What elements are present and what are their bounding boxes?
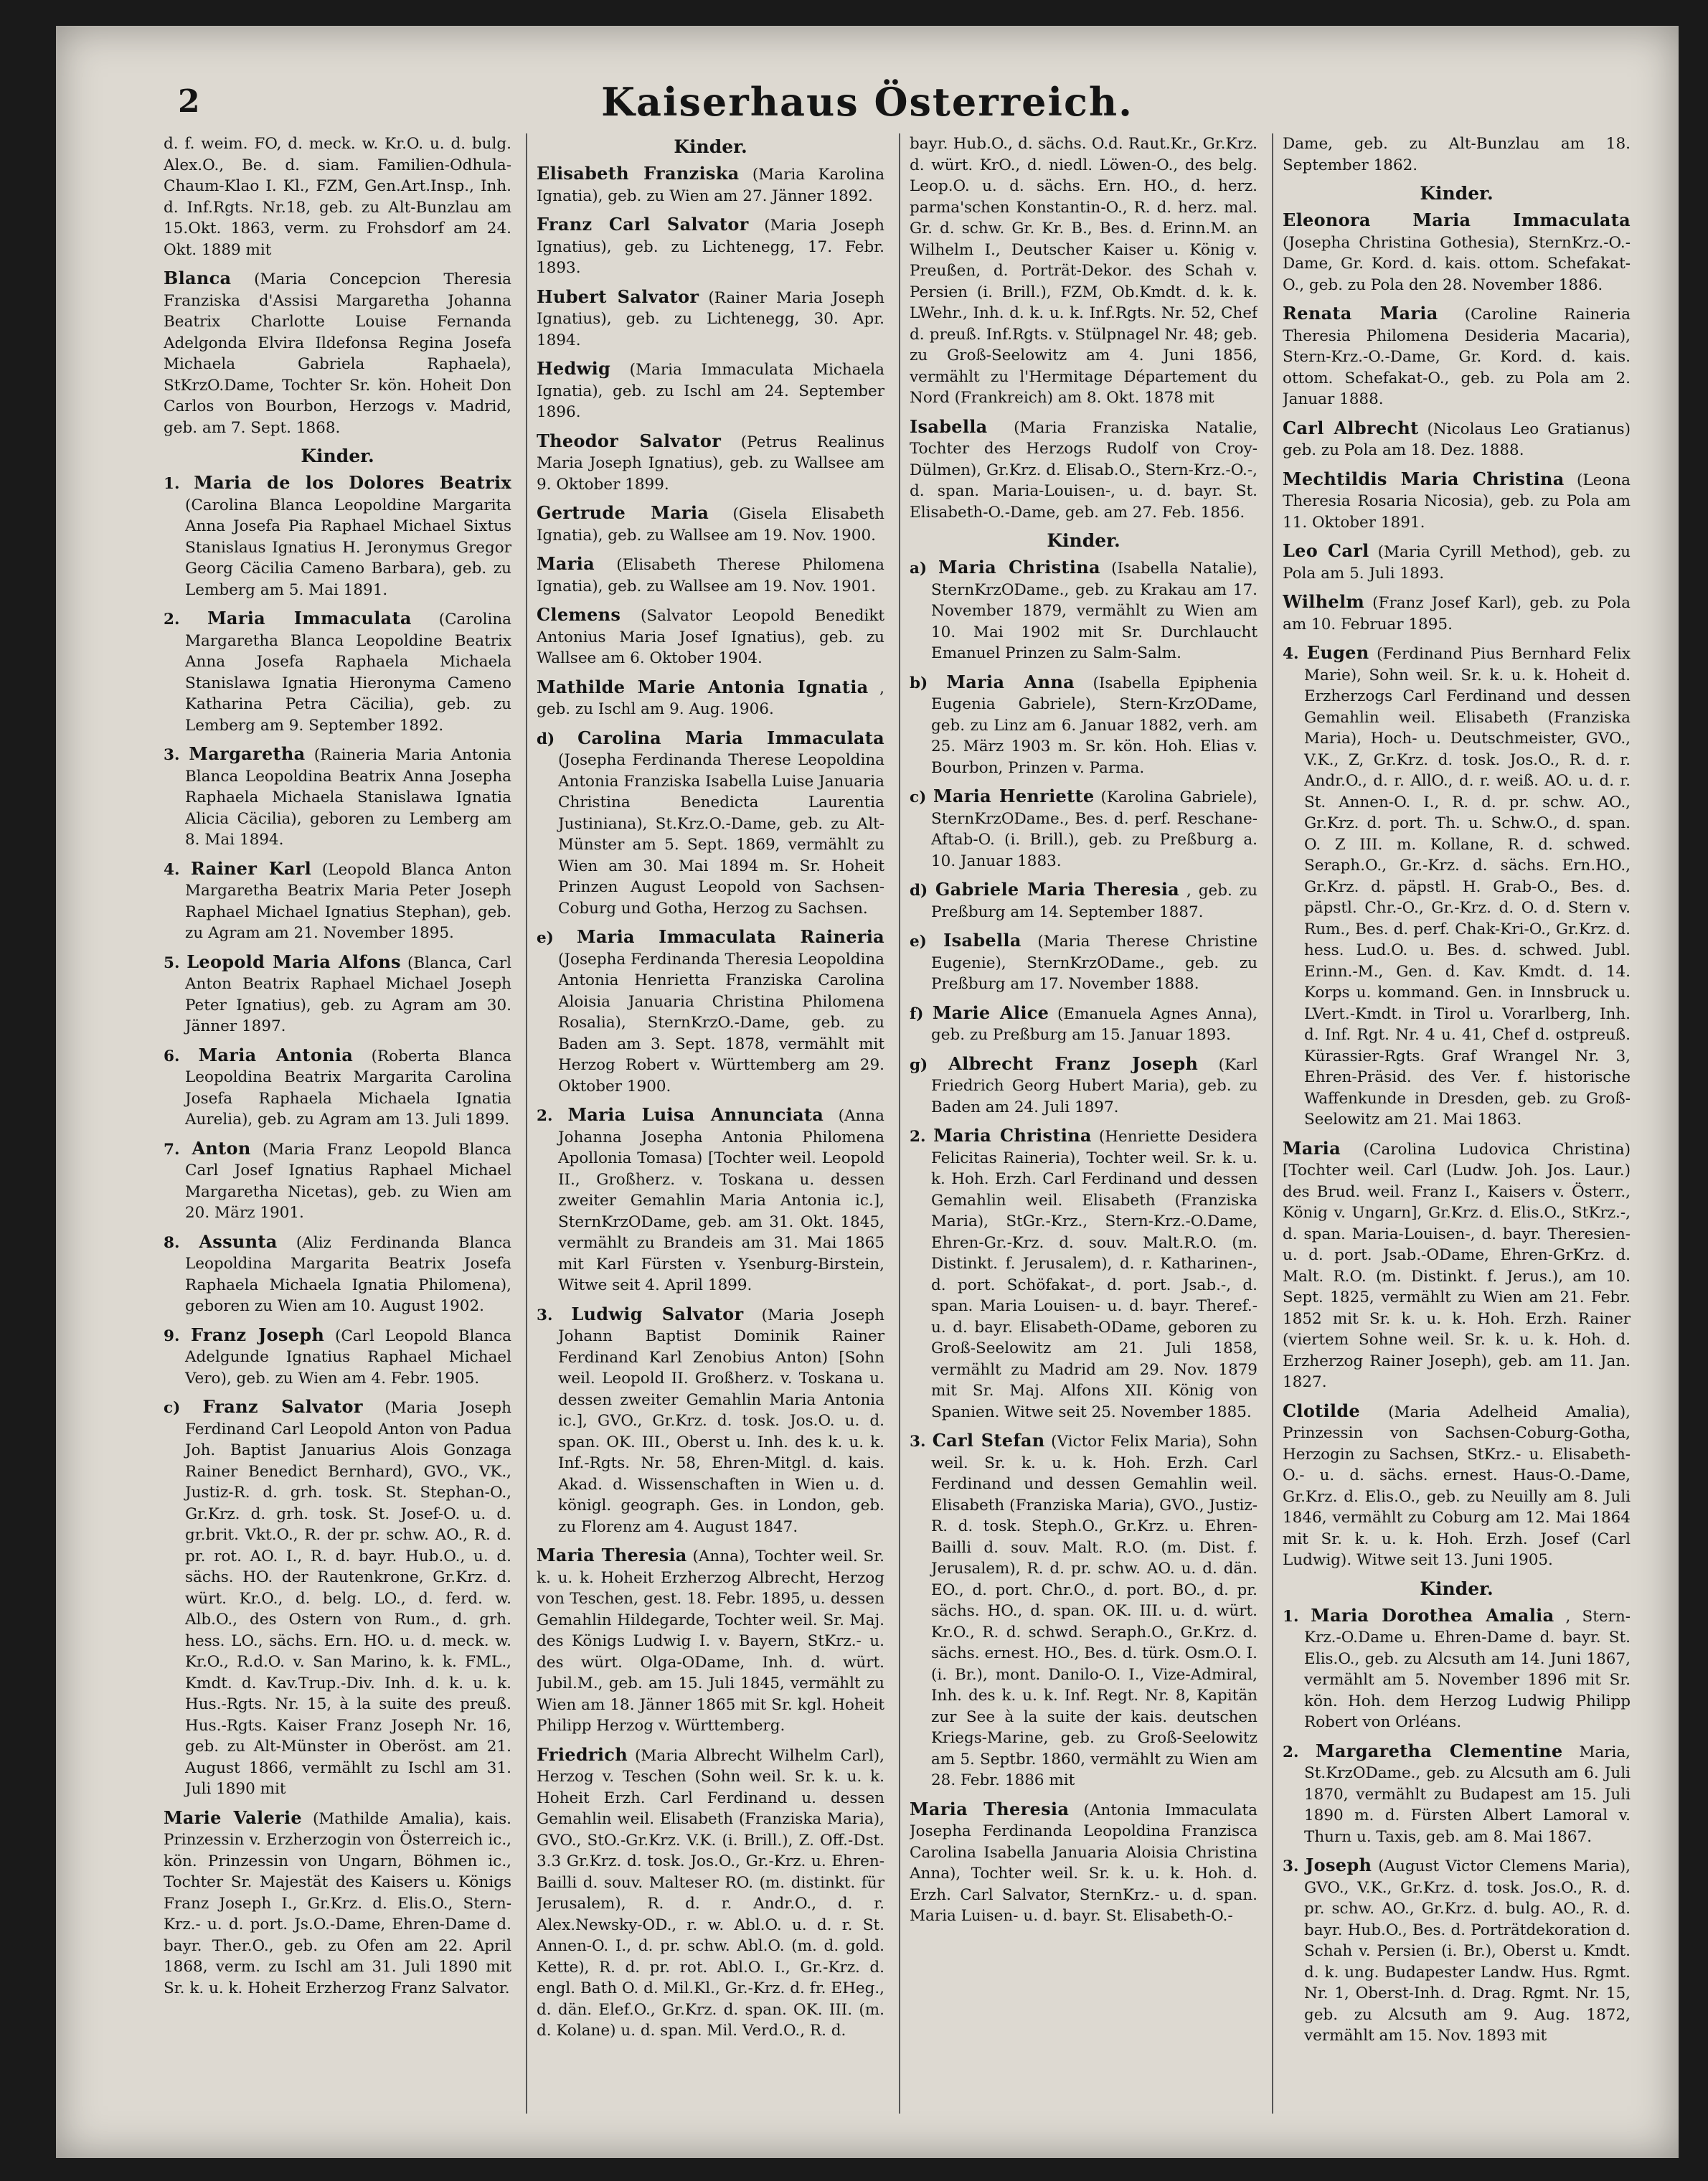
- entry-text: (Josepha Ferdinanda Therese Leopoldina Antonia Franziska Isabella Luise Januaria Christina Benedicta Laurentia Justiniana), St.Krz.O.-Dame, geb. zu Alt-Münster am 5. Sept. 1869, vermählt zu Wien am 30. Mai 1894 m. Sr. Hoheit Prinzen August Leopold von Sachsen-Coburg und Gotha, Herzog zu Sachsen.: [558, 751, 884, 918]
- column-3: [910, 133, 1258, 2128]
- genealogy-entry: [164, 1324, 511, 1390]
- entry-text: (Caroline Raineria Theresia Philomena Desideria Macaria), Stern-Krz.-O.-Dame, Gr. Kord. d. kais. ottom. Schefakat-O., geb. zu Pola am 2. Januar 1888.: [1283, 306, 1631, 408]
- entry-text: (Franz Josef Karl), geb. zu Pola am 10. Februar 1895.: [1283, 594, 1631, 633]
- person-name: Isabella: [943, 930, 1022, 951]
- page-header: [56, 55, 1679, 125]
- person-name: Rainer Karl: [190, 857, 312, 879]
- entry-text: (Gisela Elisabeth Ignatia), geb. zu Wallsee am 19. Nov. 1900.: [537, 505, 884, 545]
- entry-number: a): [910, 560, 939, 578]
- entry-number: d): [537, 730, 578, 748]
- entry-text: (Blanca, Carl Anton Beatrix Raphael Michael Joseph Peter Ignatius), geb. zu Agram am 30. Jänner 1897.: [185, 953, 511, 1035]
- genealogy-entry: [537, 1545, 884, 1737]
- entry-text: (Anna Johanna Josepha Antonia Philomena Apollonia Tomasa) [Tochter weil. Leopold II., Großherz. v. Toskana u. dessen zweiter Gemahlin Maria Antonia ic.], SternKrzODame, geb. am 31. Okt. 1845, vermählt zu Brandeis am 31. Mai 1865 mit Karl Fürsten v. Ysenburg-Birstein, Witwe seit 4. April 1899.: [558, 1107, 884, 1294]
- person-name: Maria Theresia: [910, 1798, 1070, 1819]
- person-name: Carolina Maria Immaculata: [577, 727, 884, 748]
- genealogy-entry: [164, 472, 511, 600]
- entry-text: (Leopold Blanca Anton Margaretha Beatrix Maria Peter Joseph Raphael Michael Ignatius Stephan), geb. zu Agram am 21. November 1895.: [185, 860, 511, 942]
- genealogy-entry: [1283, 468, 1631, 534]
- entry-text: (Mathilde Amalia), kais. Prinzessin v. Erzherzogin von Österreich ic., kön. Prinzessin von Ungarn, Böhmen ic., Tochter Sr. Majestät des Kaisers u. Königs Franz Joseph I., Gr.Krz. d. Elis.O., Stern-Krz.- u. d. port. Js.O.-Dame, Ehren-Dame d. bayr. Ther.O., geb. zu Ofen am 22. April 1868, verm. zu Ischl am 31. Juli 1890 mit Sr. k. u. k. Hoheit Erzherzog Franz Salvator.: [164, 1809, 511, 1997]
- document-page: [56, 26, 1679, 2158]
- genealogy-entry: [1283, 209, 1631, 296]
- person-name: Marie Valerie: [164, 1806, 302, 1828]
- column-rule: [1272, 133, 1273, 2114]
- running-head: Kaiserhaus Österreich.: [601, 79, 1133, 125]
- genealogy-entry: [537, 430, 884, 496]
- section-heading-kinder: Kinder.: [1047, 530, 1120, 551]
- column-2: [537, 133, 884, 2128]
- entry-number: d): [910, 882, 935, 900]
- genealogy-entry: [164, 268, 511, 438]
- entry-number: e): [910, 933, 944, 951]
- entry-text: (Carolina Ludovica Christina) [Tochter weil. Carl (Ludw. Joh. Jos. Laur.) des Brud. weil. Franz I., Kaisers v. Österr., König v. Ungarn], Gr.Krz. d. Elis.O., StKrz.-, d. span. Maria-Louisen-, d. bayr. Theresien- u. d. port. Jsab.-ODame, Ehren-GrKrz. d. Malt. R.O. (m. Distinkt. f. Jerus.), am 10. Sept. 1825, vermählt zu Wien am 21. Febr. 1852 mit Sr. k. u. k. Hoh. Erzh. Rainer (viertem Sohne weil. Sr. k. u. k. Hoh. d. Erzherzog Rainer Joseph), geb. am 11. Jan. 1827.: [1283, 1140, 1631, 1391]
- genealogy-entry: [910, 557, 1258, 664]
- entry-text: (August Victor Clemens Maria), GVO., V.K., Gr.Krz. d. tosk. Jos.O., R. d. pr. schw. AO., Gr.Krz. d. bulg. AO., R. d. bayr. Hub.O., Bes. d. Porträtdekoration d. Schah v. Persien (i. Br.), Oberst u. Kmdt. d. k. ung. Budapester Landw. Hus. Rgmt. Nr. 1, Oberst-Inh. d. Drag. Rgmt. Nr. 15, geb. zu Alcsuth am 9. Aug. 1872, vermählt am 15. Nov. 1893 mit: [1304, 1857, 1631, 2045]
- genealogy-entry: [164, 608, 511, 736]
- person-name: Blanca: [164, 268, 232, 288]
- genealogy-entry: [1283, 1740, 1631, 1848]
- genealogy-entry: [537, 553, 884, 597]
- entry-number: 2.: [1283, 1743, 1316, 1761]
- entry-text: (Carolina Blanca Leopoldine Margarita Anna Josefa Pia Raphael Michael Sixtus Stanislaus Ignatius H. Jeronymus Gregor Georg Cäcilia Cameno Barbara), geb. zu Lemberg am 5. Mai 1891.: [185, 496, 511, 599]
- genealogy-entry: [1283, 1400, 1631, 1571]
- entry-text: (Ferdinand Pius Bernhard Felix Marie), Sohn weil. Sr. k. u. k. Hoheit d. Erzherzogs Carl Ferdinand und dessen Gemahlin weil. Elisabeth (Franziska Maria), Hoch- u. Deutschmeister, GVO., V.K., Z, Gr.Krz. d. tosk. Jos.O., R. d. r. Andr.O., d. r. AllO., d. r. weiß. AO. u. d. r. St. Annen-O. I., R. d. pr. schw. AO., Gr.Krz. d. port. Th. u. Schw.O., d. span. O. Z III. m. Kollane, R. d. schwed. Seraph.O., Gr.-Krz. d. sächs. Ern.HO., Gr.Krz. d. päpstl. H. Grab-O., Bes. d. päpstl. Chr.-O., Gr.-Krz. d. O. d. Stern v. Rum., Bes. d. perf. Chak-Kri-O., Gr.Krz. d. hess. Lud.O. u. Bes. d. schwed. Jubl. Erinn.-M., Gen. d. Kav. Kmdt. d. 14. Korps u. kommand. Gen. in Innsbruck u. LVert.-Kmdt. in Tirol u. Vorarlberg, Inh. d. Inf. Rgt. Nr. 4 u. 41, Chef d. ostpreuß. Kürassier-Rgts. Graf Wrangel Nr. 3, Ehren-Präsid. des Ver. f. historische Waffenkunde in Dresden, geb. zu Groß-Seelowitz am 21. Mai 1863.: [1304, 645, 1631, 1129]
- column-rule: [526, 133, 527, 2114]
- entry-text: (Maria Albrecht Wilhelm Carl), Herzog v. Teschen (Sohn weil. Sr. k. u. k. Hoheit Erzh. Carl Ferdinand u. dessen Gemahlin weil. Elisabeth (Franziska Maria), GVO., StO.-Gr.Krz. V.K. (i. Brill.), Z. Off.-Dst. 3.3 Gr.Krz. d. tosk. Jos.O., Gr.-Krz. u. Ehren-Bailli d. souv. Malteser RO. (m. distinkt. für Jerusalem), R. d. r. Andr.O., d. r. Alex.Newsky-OD., r. w. Abl.O. u. d. r. St. Annen-O. I., d. pr. schw. Abl.O. (m. d. gold. Kette), R. d. pr. rot. Abl.O. I., Gr.-Krz. d. engl. Bath O. d. Mil.Kl., Gr.-Krz. d. fr. EHeg., d. dän. Elef.O., Gr.Krz. d. span. OK. III. (m. d. Kolane) u. d. span. Mil. Verd.O., R. d.: [537, 1746, 884, 2040]
- column-rule: [899, 133, 900, 2114]
- entry-number: c): [164, 1399, 203, 1417]
- entry-number: 2.: [910, 1128, 934, 1146]
- genealogy-entry: [537, 286, 884, 352]
- entry-number: 1.: [1283, 1607, 1311, 1626]
- entry-text: (Petrus Realinus Maria Joseph Ignatius), geb. zu Wallsee am 9. Oktober 1899.: [537, 433, 884, 494]
- genealogy-entry: [537, 214, 884, 279]
- entry-text: (Maria Concepcion Theresia Franziska d'Assisi Margaretha Johanna Beatrix Charlotte Louise Fernanda Adelgonda Elvira Ildefonsa Regina Josefa Michaela Gabriela Raphaela), StKrzO.Dame, Tochter Sr. kön. Hoheit Don Carlos von Bourbon, Herzogs v. Madrid, geb. am 7. Sept. 1868.: [164, 270, 511, 437]
- entry-text: (Karolina Gabriele), SternKrzODame., Bes. d. perf. Reschane-Aftab-O. (i. Brill.), geb. zu Preßburg a. 10. Januar 1883.: [931, 788, 1258, 870]
- entry-continuation: [1283, 133, 1631, 176]
- entry-number: 3.: [164, 746, 189, 764]
- entry-text: Dame, geb. zu Alt-Bunzlau am 18. September 1862.: [1283, 135, 1631, 174]
- person-name: Maria Immaculata Raineria: [576, 926, 884, 947]
- person-name: Maria Luisa Annunciata: [567, 1104, 824, 1125]
- person-name: Franz Salvator: [202, 1396, 363, 1417]
- person-name: Anton: [192, 1137, 251, 1159]
- section-heading-kinder: Kinder.: [301, 446, 374, 466]
- entry-number: 2.: [164, 611, 208, 628]
- person-name: Clotilde: [1283, 1400, 1360, 1421]
- entry-number: g): [910, 1055, 949, 1074]
- entry-number: 1.: [164, 475, 194, 493]
- person-name: Mathilde Marie Antonia Ignatia: [537, 676, 869, 697]
- person-name: Maria Christina: [938, 557, 1100, 578]
- entry-text: (Emanuela Agnes Anna), geb. zu Preßburg am 15. Januar 1893.: [931, 1004, 1258, 1044]
- genealogy-entry: [910, 1430, 1258, 1791]
- entry-number: 6.: [164, 1047, 199, 1065]
- entry-number: 7.: [164, 1140, 192, 1159]
- entry-text: (Isabella Epiphenia Eugenia Gabriele), Stern-KrzODame, geb. zu Linz am 6. Januar 1882, verh. am 25. März 1903 m. Sr. kön. Hoh. Elias v. Bourbon, Prinzen v. Parma.: [931, 674, 1258, 777]
- person-name: Mechtildis Maria Christina: [1283, 468, 1565, 489]
- genealogy-entry: [164, 858, 511, 944]
- entry-text: (Victor Felix Maria), Sohn weil. Sr. k. u. k. Hoh. Erzh. Carl Ferdinand und dessen Gemahlin weil. Elisabeth (Franziska Maria), GVO., Justiz-R. d. tosk. Steph.O., Gr.Krz. u. Ehren-Bailli d. souv. Malt. R.O. (m. Dist. f. Jerusalem), R. d. pr. schw. AO. u. d. dän. EO., d. port. Chr.O., d. port. BO., d. pr. sächs. HO., d. span. OK. III. u. d. würt. Kr.O., R. d. schwd. Seraph.O., Gr.Krz. d. sächs. ernest. HO., Bes. d. türk. Osm.O. I. (i. Br.), mont. Danilo-O. I., Vize-Admiral, Inh. des k. u. k. Inf. Regt. Nr. 8, Kapitän zur See à la suite der kais. deutschen Kriegs-Marine, geb. zu Groß-Seelowitz am 5. Septbr. 1860, vermählt zu Wien am 28. Febr. 1886 mit: [931, 1433, 1258, 1789]
- entry-text: (Maria Adelheid Amalia), Prinzessin von Sachsen-Coburg-Gotha, Herzogin zu Sachsen, StKrz.- u. Elisabeth-O.- u. d. sächs. ernest. Haus-O.-Dame, Gr.Krz. d. Elis.O., geb. zu Neuilly am 8. Juli 1846, vermählt zu Coburg am 12. Mai 1864 mit Sr. k. u. k. Hoh. Erzh. Josef (Carl Ludwig). Witwe seit 13. Juni 1905.: [1283, 1403, 1631, 1569]
- person-name: Elisabeth Franziska: [537, 163, 740, 184]
- entry-text: (Maria Joseph Ignatius), geb. zu Lichtenegg, 17. Febr. 1893.: [537, 217, 884, 277]
- page-number: 2: [178, 83, 200, 120]
- genealogy-entry: [537, 163, 884, 207]
- genealogy-entry: [910, 1002, 1258, 1046]
- genealogy-entry: [537, 1744, 884, 2042]
- genealogy-entry: [1283, 642, 1631, 1131]
- genealogy-entry: [1283, 1138, 1631, 1393]
- entry-text: (Maria Joseph Ferdinand Carl Leopold Anton von Padua Joh. Baptist Januarius Alois Gonzaga Rainer Benedict Bernhard), GVO., VK., Justiz-R. d. grh. tosk. St. Stephan-O., Gr.Krz. d. grh. tosk. St. Josef-O. u. d. gr.brit. Vkt.O., R. der pr. schw. AO., R. d. pr. rot. AO. I., R. d. bayr. Hub.O., u. d. sächs. HO. der Rautenkrone, Gr.Krz. d. würt. Kr.O., d. belg. LO., d. ferd. w. Alb.O., des Ostern von Rum., d. grh. hess. LO., sächs. Ern. HO. u. d. meck. w. Kr.O., R.d.O. v. San Marino, k. k. FML., Kmdt. d. Kav.Trup.-Div. Inh. d. k. u. k. Hus.-Rgts. Nr. 15, à la suite des preuß. Hus.-Rgts. Kaiser Franz Joseph Nr. 16, geb. zu Alt-Münster in Oberöst. am 21. August 1866, vermählt zu Ischl am 31. Juli 1890 mit: [185, 1399, 511, 1798]
- entry-text: (Maria Franz Leopold Blanca Carl Josef Ignatius Raphael Michael Margaretha Nicetas), geb. zu Wien am 20. März 1901.: [185, 1140, 511, 1222]
- column-1: [164, 133, 511, 2128]
- person-name: Albrecht Franz Joseph: [948, 1052, 1199, 1074]
- person-name: Franz Joseph: [190, 1324, 325, 1345]
- entry-text: (Maria Joseph Johann Baptist Dominik Rainer Ferdinand Karl Zenobius Anton) [Sohn weil. Leopold II. Großherz. v. Toskana u. dessen zweiter Gemahlin Maria Antonia ic.], GVO., Gr.Krz. d. tosk. Jos.O. u. d. span. OK. III., Oberst u. Inh. des k. u. k. Inf.-Rgts. Nr. 58, Ehren-Mitgl. d. kais. Akad. d. Wissenschaften in Wien u. d. königl. geograph. Ges. in London, geb. zu Florenz am 4. August 1847.: [558, 1306, 884, 1536]
- genealogy-entry: [1283, 418, 1631, 461]
- genealogy-entry: [537, 1304, 884, 1538]
- genealogy-entry: [1283, 1855, 1631, 2047]
- genealogy-entry: [164, 1138, 511, 1224]
- entry-text: (Carolina Margaretha Blanca Leopoldine Beatrix Anna Josefa Raphaela Michaela Stanislawa Ignatia Hieronyma Cameno Katharina Petra Cäcilia), geb. zu Lemberg am 9. September 1892.: [185, 611, 511, 735]
- person-name: Maria Henriette: [933, 786, 1095, 806]
- person-name: Renata Maria: [1283, 303, 1438, 324]
- genealogy-entry: [910, 1799, 1258, 1927]
- entry-number: 5.: [164, 953, 187, 972]
- entry-text: (Josepha Ferdinanda Theresia Leopoldina Antonia Henrietta Franziska Carolina Aloisia Januaria Christina Philomena Rosalia), SternKrzO.-Dame, geb. zu Baden am 3. Sept. 1878, vermählt mit Herzog Robert v. Württemberg am 29. Oktober 1900.: [558, 950, 884, 1096]
- person-name: Franz Carl Salvator: [537, 214, 749, 235]
- genealogy-entry: [910, 1053, 1258, 1118]
- entry-continuation: [164, 133, 511, 260]
- entry-continuation: [910, 133, 1258, 409]
- person-name: Carl Albrecht: [1283, 417, 1419, 438]
- person-name: Maria Dorothea Amalia: [1311, 1604, 1554, 1626]
- entry-text: (Elisabeth Therese Philomena Ignatia), geb. zu Wallsee am 19. Nov. 1901.: [537, 556, 884, 595]
- person-name: Maria Immaculata: [207, 608, 412, 628]
- entry-text: , geb. zu Ischl am 9. Aug. 1906.: [537, 679, 884, 718]
- person-name: Maria: [537, 553, 595, 574]
- genealogy-entry: [910, 930, 1258, 995]
- entry-text: (Maria Therese Christine Eugenie), SternKrzODame., geb. zu Preßburg am 17. November 1888.: [931, 933, 1258, 993]
- genealogy-entry: [537, 502, 884, 546]
- entry-text: (Maria Karolina Ignatia), geb. zu Wien am 27. Jänner 1892.: [537, 166, 884, 205]
- genealogy-entry: [537, 604, 884, 669]
- entry-number: 8.: [164, 1233, 199, 1252]
- person-name: Maria Anna: [946, 671, 1075, 692]
- person-name: Eleonora Maria Immaculata: [1283, 209, 1631, 230]
- person-name: Hedwig: [537, 358, 611, 379]
- genealogy-entry: [910, 672, 1258, 779]
- genealogy-entry: [1283, 540, 1631, 584]
- entry-text: (Maria Immaculata Michaela Ignatia), geb. zu Ischl am 24. September 1896.: [537, 361, 884, 421]
- entry-text: (Salvator Leopold Benedikt Antonius Maria Josef Ignatius), geb. zu Wallsee am 6. Oktober 1904.: [537, 607, 884, 667]
- entry-text: (Anna), Tochter weil. Sr. k. u. k. Hoheit Erzherzog Albrecht, Herzog von Teschen, gest. 18. Febr. 1895, u. dessen Gemahlin Hildegarde, Tochter weil. Sr. Maj. des Königs Ludwig I. v. Bayern, StKrz.- u. des würt. Olga-ODame, Inh. d. würt. Jubil.M., geb. am 15. Juli 1845, vermählt zu Wien am 18. Jänner 1865 mit Sr. kgl. Hoheit Philipp Herzog v. Württemberg.: [537, 1548, 884, 1735]
- person-name: Gabriele Maria Theresia: [935, 879, 1180, 900]
- entry-number: b): [910, 674, 947, 692]
- genealogy-entry: [537, 1104, 884, 1296]
- entry-number: e): [537, 929, 577, 947]
- entry-text: d. f. weim. FO, d. meck. w. Kr.O. u. d. bulg. Alex.O., Be. d. siam. Familien-Odhula-Chaum-Klao I. Kl., FZM, Gen.Art.Insp., Inh. d. Inf.Rgts. Nr.18, geb. zu Alt-Bunzlau am 15.Okt. 1863, verm. zu Frohsdorf am 24. Okt. 1889 mit: [164, 135, 511, 259]
- person-name: Friedrich: [537, 1743, 628, 1765]
- entry-number: 4.: [1283, 645, 1307, 663]
- entry-text: (Maria Franziska Natalie, Tochter des Herzogs Rudolf von Croy-Dülmen), Gr.Krz. d. Elisab.O., Stern-Krz.-O.-, d. span. Maria-Louisen-, u. d. bayr. St. Elisabeth-O.-Dame, geb. am 27. Feb. 1856.: [910, 418, 1258, 522]
- entry-text: (Carl Leopold Blanca Adelgunde Ignatius Raphael Michael Vero), geb. zu Wien am 4. Febr. 1905.: [185, 1327, 511, 1388]
- entry-text: (Leona Theresia Rosaria Nicosia), geb. zu Pola am 11. Oktober 1891.: [1283, 471, 1631, 532]
- entry-number: 2.: [537, 1107, 568, 1125]
- entry-number: 3.: [910, 1433, 933, 1451]
- genealogy-entry: [164, 1807, 511, 1999]
- person-name: Maria Antonia: [198, 1044, 354, 1065]
- entry-text: bayr. Hub.O., d. sächs. O.d. Raut.Kr., Gr.Krz. d. würt. KrO., d. niedl. Löwen-O., des belg. Leop.O. u. d. sächs. Ern. HO., d. herz. parma'schen Konstantin-O., R. d. herz. mal. Gr. d. schw. Gr. Kr. B., Bes. d. Erinn.M. an Wilhelm I., Deutscher Kaiser u. König v. Preußen, d. Porträt-Dekor. des Schah v. Persien (i. Brill.), FZM, Ob.Kmdt. d. k. k. LWehr., Inh. d. k. u. k. Inf.Rgts. Nr. 52, Chef d. preuß. Inf.Rgts. v. Stülpnagel Nr. 48; geb. zu Groß-Seelowitz am 4. Juni 1856, vermählt zu l'Hermitage Département du Nord (Frankreich) am 8. Okt. 1878 mit: [910, 135, 1258, 407]
- person-name: Joseph: [1306, 1855, 1372, 1875]
- genealogy-entry: [910, 1125, 1258, 1423]
- genealogy-entry: [910, 879, 1258, 923]
- column-4: [1283, 133, 1631, 2128]
- genealogy-entry: [164, 951, 511, 1037]
- entry-text: (Henriette Desidera Felicitas Raineria), Tochter weil. Sr. k. u. k. Hoh. Erzh. Carl Ferdinand und dessen Gemahlin weil. Elisabeth (Franziska Maria), StGr.-Krz., Stern-Krz.-O.Dame, Ehren-Gr.-Krz. d. souv. Malt.R.O. (m. Distinkt. f. Jerusalem), d. r. Katharinen-, d. port. Schöfakat-, d. port. Jsab.-, d. span. Maria Louisen- u. d. bayr. Theref.- u. d. bayr. Elisabeth-ODame, geboren zu Groß-Seelowitz am 21. Juli 1858, vermählt zu Madrid am 29. Nov. 1879 mit Sr. Maj. Alfons XII. König von Spanien. Witwe seit 25. November 1885.: [931, 1128, 1258, 1421]
- person-name: Margaretha: [189, 743, 306, 764]
- entry-text: , Stern-Krz.-O.Dame u. Ehren-Dame d. bayr. St. Elis.O., geb. zu Alcsuth am 14. Juni 1867, vermählt am 5. November 1896 mit Sr. kön. Hoh. dem Herzog Ludwig Philipp Robert von Orléans.: [1304, 1607, 1631, 1731]
- person-name: Ludwig Salvator: [571, 1303, 744, 1324]
- person-name: Maria de los Dolores Beatrix: [194, 472, 511, 493]
- section-heading-kinder: Kinder.: [1420, 183, 1494, 204]
- person-name: Maria Christina: [933, 1125, 1092, 1146]
- entry-text: (Antonia Immaculata Josepha Ferdinanda Leopoldina Franzisca Carolina Isabella Januaria Aloisia Christina Anna), Tochter weil. Sr. k. u. k. Hoh. d. Erzh. Carl Salvator, SternKrz.- u. d. span. Maria Luisen- u. d. bayr. St. Elisabeth-O.-: [910, 1801, 1258, 1925]
- genealogy-entry: [537, 926, 884, 1097]
- genealogy-entry: [164, 1045, 511, 1131]
- entry-text: (Rainer Maria Joseph Ignatius), geb. zu Lichtenegg, 30. Apr. 1894.: [537, 288, 884, 349]
- genealogy-entry: [164, 1231, 511, 1317]
- person-name: Assunta: [199, 1230, 278, 1252]
- entry-text: Maria, St.KrzODame., geb. zu Alcsuth am 6. Juli 1870, vermählt zu Budapest am 15. Juli 1890 m. d. Fürsten Albert Lamoral v. Thurn u. Taxis, geb. am 8. Mai 1867.: [1304, 1743, 1631, 1846]
- entry-text: (Nicolaus Leo Gratianus) geb. zu Pola am 18. Dez. 1888.: [1283, 420, 1631, 459]
- entry-text: , geb. zu Preßburg am 14. September 1887.: [931, 882, 1258, 921]
- genealogy-entry: [1283, 1605, 1631, 1733]
- section-heading-kinder: Kinder.: [1420, 1578, 1494, 1599]
- person-name: Marie Alice: [932, 1002, 1049, 1023]
- entry-text: (Josepha Christina Gothesia), SternKrz.-O.-Dame, Gr. Kord. d. kais. ottom. Schefakat-O., geb. zu Pola den 28. November 1886.: [1283, 233, 1631, 294]
- genealogy-entry: [910, 786, 1258, 872]
- person-name: Wilhelm: [1283, 591, 1365, 612]
- genealogy-entry: [164, 743, 511, 851]
- entry-number: f): [910, 1004, 933, 1023]
- genealogy-entry: [1283, 591, 1631, 635]
- genealogy-entry: [1283, 303, 1631, 410]
- person-name: Maria: [1283, 1137, 1341, 1159]
- genealogy-entry: [537, 677, 884, 720]
- person-name: Eugen: [1306, 642, 1369, 663]
- person-name: Hubert Salvator: [537, 286, 699, 307]
- entry-text: (Karl Friedrich Georg Hubert Maria), geb. zu Baden am 24. Juli 1897.: [931, 1055, 1258, 1116]
- person-name: Leo Carl: [1283, 540, 1369, 561]
- genealogy-entry: [537, 358, 884, 423]
- person-name: Isabella: [910, 415, 988, 437]
- person-name: Margaretha Clementine: [1316, 1740, 1563, 1761]
- genealogy-entry: [537, 727, 884, 920]
- entry-text: (Raineria Maria Antonia Blanca Leopoldina Beatrix Anna Josepha Raphaela Michaela Stanislawa Ignatia Alicia Cäcilia), geboren zu Lemberg am 8. Mai 1894.: [185, 746, 511, 849]
- entry-text: (Roberta Blanca Leopoldina Beatrix Margarita Carolina Josefa Raphaela Michaela Ignatia Aurelia), geb. zu Agram am 13. Juli 1899.: [185, 1047, 511, 1129]
- entry-text: (Maria Cyrill Method), geb. zu Pola am 5. Juli 1893.: [1283, 543, 1631, 583]
- person-name: Carl Stefan: [932, 1430, 1045, 1451]
- genealogy-entry: [164, 1396, 511, 1800]
- text-columns: [164, 133, 1641, 2128]
- entry-text: (Aliz Ferdinanda Blanca Leopoldina Margarita Beatrix Josefa Raphaela Michaela Ignatia Philomena), geboren zu Wien am 10. August 1902.: [185, 1233, 511, 1315]
- entry-number: 3.: [537, 1306, 572, 1324]
- person-name: Clemens: [537, 604, 621, 625]
- entry-number: 3.: [1283, 1857, 1306, 1875]
- entry-number: c): [910, 788, 934, 806]
- entry-number: 9.: [164, 1327, 191, 1345]
- person-name: Maria Theresia: [537, 1545, 687, 1565]
- person-name: Leopold Maria Alfons: [187, 951, 401, 972]
- genealogy-entry: [910, 416, 1258, 524]
- person-name: Gertrude Maria: [537, 502, 709, 523]
- person-name: Theodor Salvator: [537, 430, 722, 451]
- entry-number: 4.: [164, 860, 191, 879]
- entry-text: (Isabella Natalie), SternKrzODame., geb. zu Krakau am 17. November 1879, vermählt zu Wien am 10. Mai 1902 mit Sr. Durchlaucht Emanuel Prinzen zu Salm-Salm.: [931, 560, 1258, 662]
- section-heading-kinder: Kinder.: [674, 136, 747, 157]
